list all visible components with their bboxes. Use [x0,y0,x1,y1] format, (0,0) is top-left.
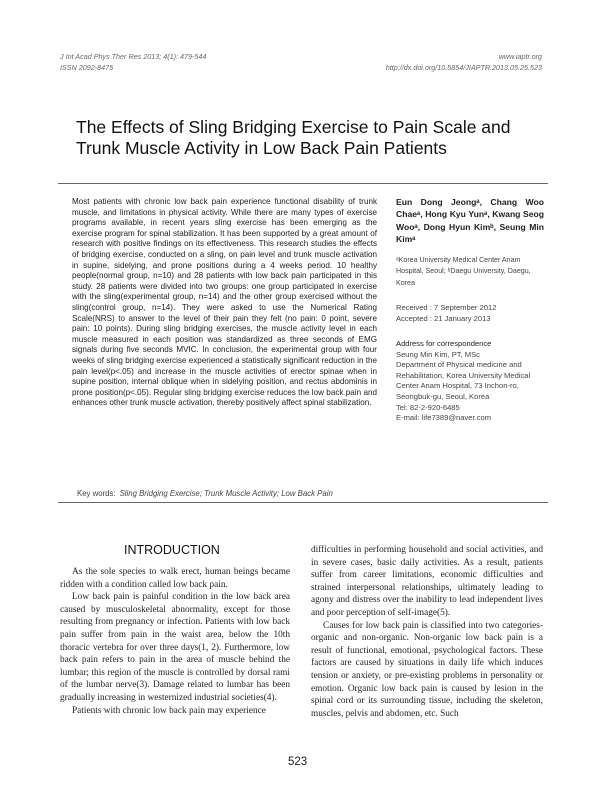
keywords-label: Key words: [77,489,116,498]
correspondence-email[interactable]: E-mail: life7389@naver.com [396,413,492,423]
body-column-right [311,544,543,720]
paper-title: The Effects of Sling Bridging Exercise to Pain Scale and Trunk Muscle Activity in Low Back Pain Patients [76,117,511,158]
correspondence-name: Seung Min Kim, PT, MSc [396,349,480,359]
article-dates [396,303,544,324]
correspondence [396,339,544,424]
body-column-left [60,566,290,717]
doi-link[interactable]: http://dx.doi.org/10.5854/JIAPTR.2013.05.25.523 [385,63,542,72]
body-paragraph-continuation: difficulties in performing household and social activities, and in severe cases, basic daily activities. As a result, patients suffer from career limitations, economic difficulties and strained interpersonal relationships, ultimately leading to agony and distress over the inability to lead independent lives and poor perception of self-image(5). [311,545,543,618]
body-paragraph: Causes for low back pain is classified into two categories- organic and non-organic. Non-organic low back pain is a result of functional, emotional, psychological factors. These factors are caused by situations in daily life which induces tension or anxiety, or pre-existing problems in personality or emotion. Organic low back pain is caused by lesion in the spinal cord or its surrounding tissue, including the skeleton, muscles, pelvis and abdomen, etc. Such [311,620,543,719]
journal-reference: J Int Acad Phys Ther Res 2013; 4(1): 479-544 [60,52,207,61]
journal-links [386,51,542,73]
accepted-date: Accepted : 21 January 2013 [396,313,491,323]
correspondence-tel: Tel: 82-2-920-6485 [396,402,460,412]
received-date: Received : 7 September 2012 [396,303,497,312]
correspondence-heading: Address for correspondence [396,339,492,348]
author-list: Eun Dong Jeongᵃ, Chang Woo Chaeᵃ, Hong Kyu Yunᵃ, Kwang Seog Wooᵃ, Dong Hyun Kimᵇ, Seung Min Kimᵃ [396,197,544,245]
correspondence-address: Department of Physical medicine and Rehabilitation, Korea University Medical Center Anam Hospital, 73 Inchon-ro, Seongbuk-gu, Seoul, Korea [396,360,531,401]
abstract-text: Most patients with chronic low back pain experience functional disability of trunk muscle, and limitations in physical activity. While there are many types of exercise programs available, in recent years sling exercise has been emerging as the exercise program for spinal stabilization. It has been supported by a great amount of research with positive findings on its effectiveness. This research studies the effects of bridging exercise, conducted on a sling, on pain level and trunk muscle activation in supine, sidelying, and prone positions during a 4 weeks period. 10 healthy people(normal group, n=10) and 28 patients with low back pain participated in this study. 28 patients were divided into two groups: one group participated in exercise with the sling(experimental group, n=14) and the other group exercised without the sling(control group, n=14). They were asked to use the Numerical Rating Scale(NRS) to answer to the level of their pain they felt (no pain: 0 point, severe pain: 10 points). During sling bridging exercises, the muscle activity level in each muscle measured in each position was standardized as three seconds of EMG signals during five seconds MVIC. In conclusion, the experimental group with four weeks of sling bridging exercise experienced a statistically significant reduction in the pain level(p<.05) and increase in the muscle activities of erector spinae when in supine position, internal oblique when in sidelying position, and rectus abdominis in prone position(p<.05). Regular sling bridging exercise reduces the low back pain and enhances other trunk muscle activation, thereby positively affect spinal stabilization. [72,197,377,408]
keywords-value: Sling Bridging Exercise; Trunk Muscle Activity; Low Back Pain [119,489,333,498]
keywords [77,489,333,498]
body-paragraph: As the sole species to walk erect, human beings became ridden with a condition called low back pain. [60,567,290,590]
journal-citation [60,51,206,73]
affiliations: ᵃKorea University Medical Center Anam Hospital, Seoul; ᵇDaegu University, Daegu, Korea [396,256,531,287]
issn: ISSN 2092-8475 [60,63,114,72]
journal-website[interactable]: www.iaptr.org [498,52,542,61]
body-paragraph: Patients with chronic low back pain may experience [72,705,266,716]
page-number: 523 [288,756,308,768]
section-heading-introduction: INTRODUCTION [124,543,220,557]
body-paragraph: Low back pain is painful condition in the low back area caused by musculoskeletal abnormality, except for those resulting from pregnancy or infection. Patients with low back pain suffer from pain in the waist area, below the 10th thoracic vertebra for over three days(1, 2). Furthermore, low back pain refers to pain in the area of muscle behind the lumbar; this region of the muscle is controlled by dorsal rami of the lumbar nerve(3). Damage related to lumbar has been gradually increasing in westernized industrial societies(4). [60,592,290,703]
